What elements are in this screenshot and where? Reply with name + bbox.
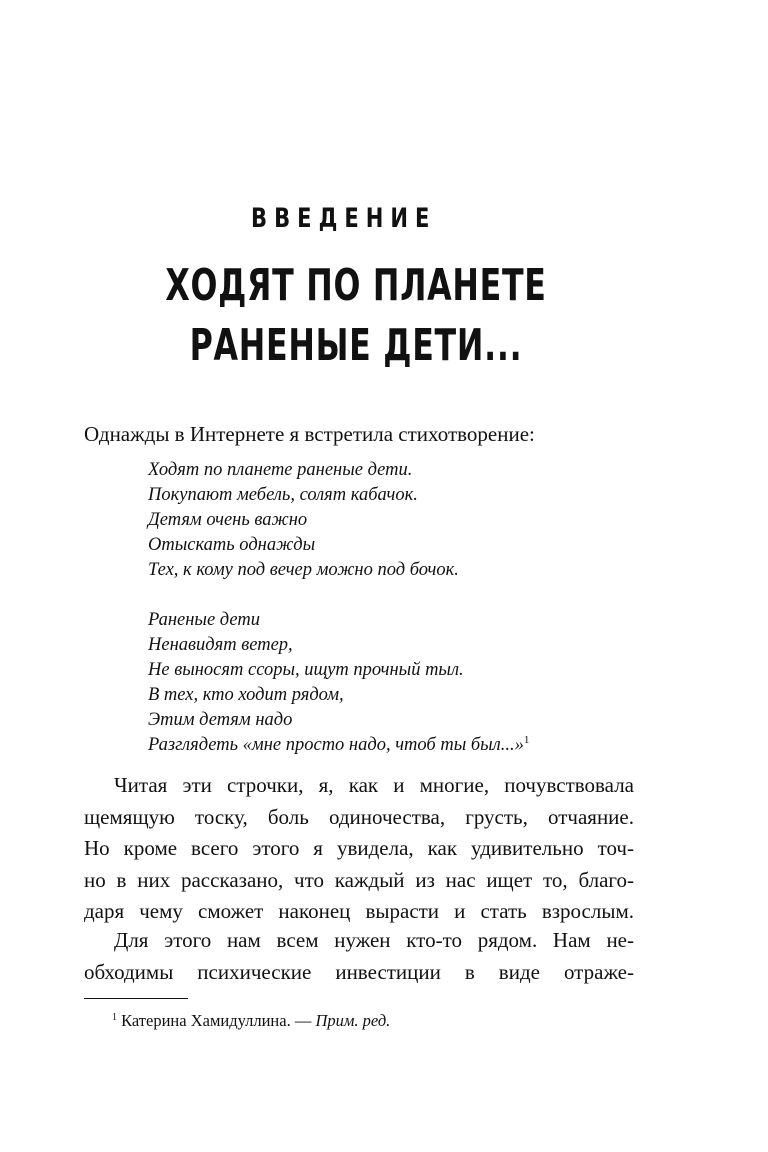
chapter-kicker: ВВЕДЕНИЕ	[251, 203, 437, 234]
footnote-text: Катерина Хамидуллина. —	[121, 1011, 316, 1030]
poem	[148, 458, 668, 758]
poem-line: Отыскать однажды	[148, 535, 316, 555]
paragraph-1	[84, 770, 634, 928]
poem-line: В тех, кто ходит рядом,	[148, 685, 344, 705]
chapter-title-line-1: ХОДЯТ ПО ПЛАНЕТЕ	[165, 260, 547, 311]
poem-line: Не выносят ссоры, ищут прочный тыл.	[148, 660, 464, 680]
paragraph-line: даря чему сможет наконец вырасти и стать взрослым.	[84, 899, 634, 923]
paragraph-line: Для этого нам всем нужен кто-то рядом. Нам не-	[114, 928, 634, 952]
paragraph-line: Читая эти строчки, я, как и многие, почувствовала	[114, 773, 634, 797]
chapter-title-line-2: РАНЕНЫЕ ДЕТИ...	[189, 320, 523, 371]
poem-line: Детям очень важно	[148, 510, 308, 530]
paragraph-line: но в них рассказано, что каждый из нас ищет то, благо-	[84, 867, 634, 892]
poem-line: Раненые дети	[148, 610, 260, 630]
paragraph-line: щемящую тоску, боль одиночества, грусть, отчаяние.	[84, 804, 634, 829]
poem-line-text: Разглядеть «мне просто надо, чтоб ты был...»	[148, 735, 524, 755]
poem-stanza-1	[148, 458, 668, 583]
footnote	[112, 1010, 612, 1032]
footnote-note: Прим. ред.	[315, 1011, 391, 1030]
poem-stanza-2	[148, 608, 668, 758]
footnote-mark: 1	[112, 1012, 117, 1023]
paragraph-line: обходимы психические инвестиции в виде отраже-	[84, 959, 634, 984]
paragraph-line: Но кроме всего этого я увидела, как удивительно точ-	[84, 836, 634, 860]
intro-line: Однажды в Интернете я встретила стихотворение:	[84, 422, 535, 446]
footnote-divider	[84, 998, 188, 999]
poem-line: Покупают мебель, солят кабачок.	[148, 485, 418, 505]
footnote-reference[interactable]: 1	[523, 734, 530, 746]
poem-line: Тех, к кому под вечер можно под бочок.	[148, 560, 459, 580]
poem-line: Ненавидят ветер,	[148, 635, 293, 655]
chapter-title	[100, 256, 613, 376]
poem-line: Этим детям надо	[148, 710, 293, 730]
paragraph-2	[84, 925, 634, 988]
poem-line: Ходят по планете раненые дети.	[148, 460, 413, 480]
poem-line-last	[148, 733, 668, 758]
